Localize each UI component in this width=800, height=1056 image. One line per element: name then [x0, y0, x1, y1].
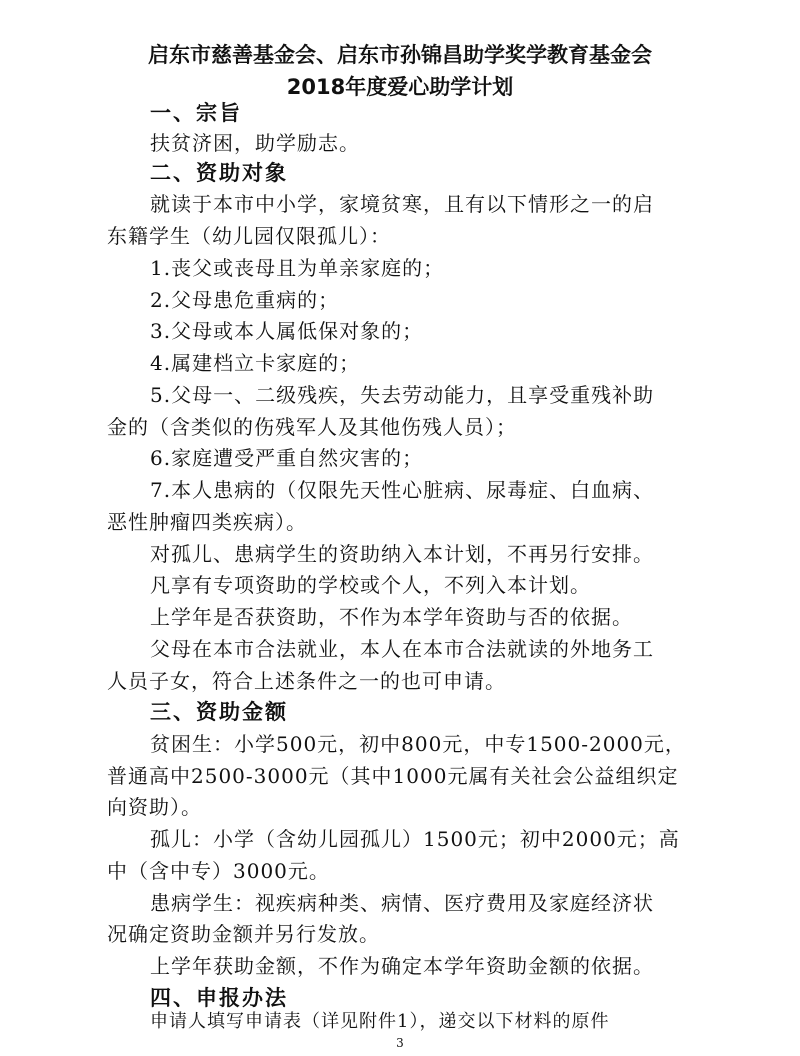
list-item: 4.属建档立卡家庭的； [150, 351, 361, 375]
section-heading-recipients: 二、资助对象 [150, 161, 288, 185]
paragraph-line: 普通高中2500-3000元（其中1000元属有关社会公益组织定 [107, 764, 679, 788]
paragraph-line: 对孤儿、患病学生的资助纳入本计划，不再另行安排。 [150, 542, 654, 566]
paragraph-line: 况确定资助金额并另行发放。 [107, 922, 380, 946]
paragraph-line: 申请人填写申请表（详见附件1），递交以下材料的原件 [150, 1011, 610, 1032]
list-item: 7.本人患病的（仅限先天性心脏病、尿毒症、白血病、 [150, 478, 655, 502]
list-item-continuation: 金的（含类似的伤残军人及其他伤残人员）； [107, 415, 517, 439]
section-heading-application: 四、申报办法 [150, 986, 288, 1010]
page-number: 3 [396, 1036, 404, 1050]
paragraph-line: 患病学生：视疾病种类、病情、医疗费用及家庭经济状 [150, 891, 654, 915]
list-item: 1.丧父或丧母且为单亲家庭的； [150, 256, 445, 280]
section-heading-amount: 三、资助金额 [150, 700, 288, 724]
document-title-line-1: 启东市慈善基金会、启东市孙锦昌助学奖学教育基金会 [148, 43, 652, 67]
document-title-line-2: 2018年度爱心助学计划 [286, 75, 514, 99]
paragraph-line: 孤儿：小学（含幼儿园孤儿）1500元；初中2000元；高 [150, 827, 680, 851]
paragraph-line: 就读于本市中小学，家境贫寒，且有以下情形之一的启 [150, 192, 654, 216]
paragraph-line: 父母在本市合法就业，本人在本市合法就读的外地务工 [150, 637, 654, 661]
paragraph-line: 东籍学生（幼儿园仅限孤儿）： [107, 224, 391, 248]
paragraph-line: 人员子女，符合上述条件之一的也可申请。 [107, 669, 506, 693]
section-heading-purpose: 一、宗旨 [150, 101, 242, 125]
paragraph-line: 上学年获助金额，不作为确定本学年资助金额的依据。 [150, 954, 654, 978]
paragraph-line: 上学年是否获资助，不作为本学年资助与否的依据。 [150, 605, 633, 629]
paragraph-line: 扶贫济困，助学励志。 [150, 131, 360, 155]
list-item-continuation: 恶性肿瘤四类疾病）。 [107, 510, 307, 534]
paragraph-line: 中（含中专）3000元。 [107, 859, 330, 883]
list-item: 2.父母患危重病的； [150, 288, 340, 312]
paragraph-line: 向资助）。 [107, 795, 202, 819]
list-item: 5.父母一、二级残疾，失去劳动能力，且享受重残补助 [150, 383, 655, 407]
paragraph-line: 贫困生：小学500元，初中800元，中专1500-2000元， [150, 732, 686, 756]
paragraph-line: 凡享有专项资助的学校或个人，不列入本计划。 [150, 573, 591, 597]
list-item: 3.父母或本人属低保对象的； [150, 319, 424, 343]
list-item: 6.家庭遭受严重自然灾害的； [150, 446, 424, 470]
